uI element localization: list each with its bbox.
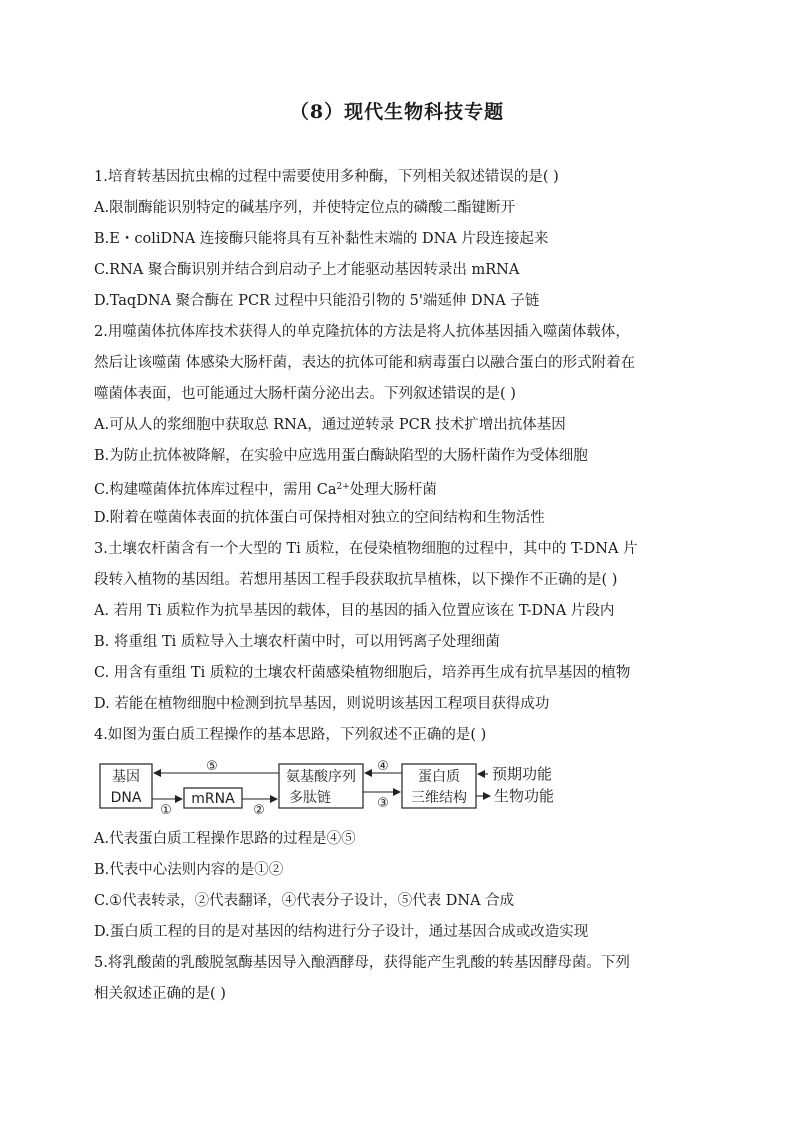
q4-option-b: B.代表中心法则内容的是①②: [94, 862, 284, 878]
dna-label: DNA: [110, 790, 142, 806]
q3-option-a: A. 若用 Ti 质粒作为抗旱基因的载体，目的基因的插入位置应该在 T-DNA 片段内: [94, 603, 615, 619]
q3-option-c: C. 用含有重组 Ti 质粒的土壤农杆菌感染植物细胞后，培养再生成有抗旱基因的植物: [94, 665, 631, 681]
q2-option-c-text-end: 处理大肠杆菌: [349, 482, 437, 498]
question-2-stem-line1: 2.用噬菌体抗体库技术获得人的单克隆抗体的方法是将人抗体基因插入噬菌体载体，: [94, 324, 630, 340]
q1-option-d: D.TaqDNA 聚合酶在 PCR 过程中只能沿引物的 5'端延伸 DNA 子链: [94, 293, 540, 309]
page-title: （8）现代生物科技专题: [289, 101, 505, 123]
q1-option-c: C.RNA 聚合酶识别并结合到启动子上才能驱动基因转录出 mRNA: [94, 262, 520, 278]
question-3-stem-line2: 段转入植物的基因组。若想用基因工程手段获取抗旱植株，以下操作不正确的是( ): [94, 572, 618, 588]
q2-option-b: B.为防止抗体被降解，在实验中应选用蛋白酶缺陷型的大肠杆菌作为受体细胞: [94, 448, 588, 464]
q2-option-a: A.可从人的浆细胞中获取总 RNA，通过逆转录 PCR 技术扩增出抗体基因: [94, 417, 566, 433]
amino-acid-label: 氨基酸序列: [286, 769, 356, 785]
q4-option-c: C.①代表转录，②代表翻译，④代表分子设计，⑤代表 DNA 合成: [94, 893, 515, 909]
step-5-label: ⑤: [206, 759, 218, 774]
q3-option-b: B. 将重组 Ti 质粒导入土壤农杆菌中时，可以用钙离子处理细菌: [94, 634, 500, 650]
step-3-label: ③: [377, 796, 389, 811]
q2-option-c-text: C.构建噬菌体抗体库过程中，需用 Ca: [94, 482, 337, 498]
question-5-stem-line2: 相关叙述正确的是( ): [94, 986, 226, 1002]
q2-option-c-superscript: 2+: [336, 482, 350, 492]
protein-engineering-diagram: [94, 756, 574, 816]
expected-function-label: 预期功能: [492, 765, 553, 783]
question-1-stem: 1.培育转基因抗虫棉的过程中需要使用多种酶，下列相关叙述错误的是( ): [94, 169, 559, 185]
step-1-label: ①: [160, 803, 172, 816]
question-5-stem-line1: 5.将乳酸菌的乳酸脱氢酶基因导入酿酒酵母，获得能产生乳酸的转基因酵母菌。下列: [94, 955, 630, 971]
q4-option-d: D.蛋白质工程的目的是对基因的结构进行分子设计，通过基因合成或改造实现: [94, 924, 589, 940]
step-4-label: ④: [377, 759, 389, 774]
q1-option-a: A.限制酶能识别特定的碱基序列，并使特定位点的磷酸二酯键断开: [94, 200, 516, 216]
question-2-stem-line3: 噬菌体表面，也可能通过大肠杆菌分泌出去。下列叙述错误的是( ): [94, 386, 516, 402]
q2-option-c: [94, 477, 437, 500]
gene-label: 基因: [112, 769, 140, 785]
question-4-stem: 4.如图为蛋白质工程操作的基本思路，下列叙述不正确的是( ): [94, 727, 487, 743]
q2-option-d: D.附着在噬菌体表面的抗体蛋白可保持相对独立的空间结构和生物活性: [94, 510, 545, 526]
structure-label: 三维结构: [411, 790, 467, 806]
q3-option-d: D. 若能在植物细胞中检测到抗旱基因，则说明该基因工程项目获得成功: [94, 696, 550, 712]
q1-option-b: B.E・coliDNA 连接酶只能将具有互补黏性末端的 DNA 片段连接起来: [94, 231, 549, 247]
question-2-stem-line2: 然后让该噬菌 体感染大肠杆菌，表达的抗体可能和病毒蛋白以融合蛋白的形式附着在: [94, 355, 636, 371]
bio-function-label: 生物功能: [494, 787, 555, 805]
mrna-label: mRNA: [191, 791, 235, 807]
question-3-stem-line1: 3.土壤农杆菌含有一个大型的 Ti 质粒，在侵染植物细胞的过程中，其中的 T-DNA 片: [94, 541, 638, 557]
protein-label: 蛋白质: [418, 769, 460, 785]
q4-option-a: A.代表蛋白质工程操作思路的过程是④⑤: [94, 831, 356, 847]
step-2-label: ②: [253, 803, 265, 816]
polypeptide-label: 多肽链: [289, 790, 331, 806]
